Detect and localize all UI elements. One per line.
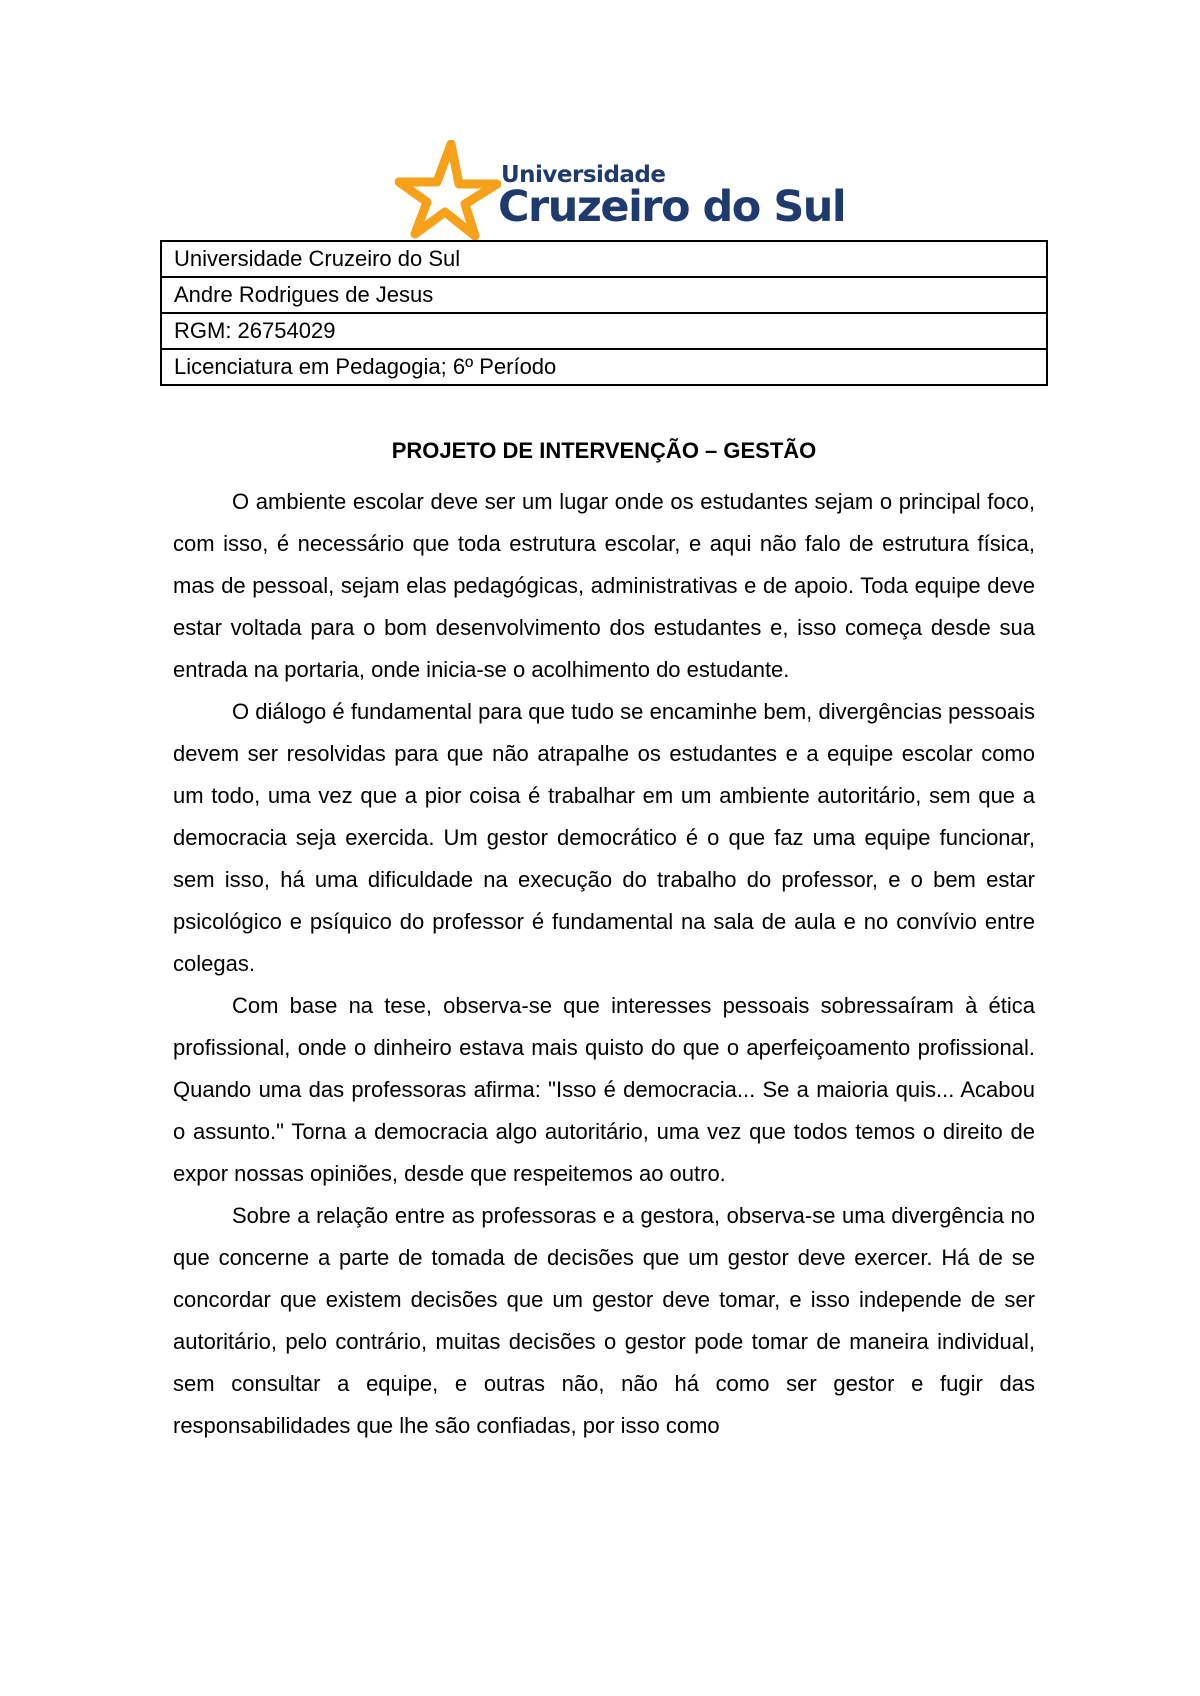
table-row bbox=[161, 241, 1047, 277]
table-row bbox=[161, 349, 1047, 385]
institution-cell: Universidade Cruzeiro do Sul bbox=[161, 241, 1047, 277]
paragraph: O ambiente escolar deve ser um lugar onde os estudantes sejam o principal foco, com isso, é necessário que toda estrutura escolar, e aqui não falo de estrutura física, mas de pessoal, sejam elas pedagógicas, administrativas e de apoio. Toda equipe deve estar voltada para o bom desenvolvimento dos estudantes e, isso começa desde sua entrada na portaria, onde inicia-se o acolhimento do estudante. bbox=[173, 489, 1035, 682]
student-name-cell: Andre Rodrigues de Jesus bbox=[161, 277, 1047, 313]
table-row bbox=[161, 313, 1047, 349]
document-title: PROJETO DE INTERVENÇÃO – GESTÃO bbox=[391, 438, 817, 463]
table-row bbox=[161, 277, 1047, 313]
rgm-cell: RGM: 26754029 bbox=[161, 313, 1047, 349]
paragraph: Com base na tese, observa-se que interesses pessoais sobressaíram à ética profissional, onde o dinheiro estava mais quisto do que o aperfeiçoamento profissional. Quando uma das professoras afirma: "Isso é democracia... Se a maioria quis... Acabou o assunto." Torna a democracia algo autoritário, uma vez que todos temos o direito de expor nossas opiniões, desde que respeitemos ao outro. bbox=[173, 993, 1035, 1186]
document-body bbox=[173, 481, 1035, 1447]
star-icon bbox=[395, 140, 501, 240]
course-cell: Licenciatura em Pedagogia; 6º Período bbox=[161, 349, 1047, 385]
paragraph: O diálogo é fundamental para que tudo se encaminhe bem, divergências pessoais devem ser resolvidas para que não atrapalhe os estudantes e a equipe escolar como um todo, uma vez que a pior coisa é trabalhar em um ambiente autoritário, sem que a democracia seja exercida. Um gestor democrático é o que faz uma equipe funcionar, sem isso, há uma dificuldade na execução do trabalho do professor, e o bem estar psicológico e psíquico do professor é fundamental na sala de aula e no convívio entre colegas. bbox=[173, 699, 1035, 976]
logo-line1: Universidade bbox=[501, 162, 666, 188]
university-logo bbox=[395, 140, 846, 240]
logo-line2: Cruzeiro do Sul bbox=[498, 182, 846, 232]
paragraph: Sobre a relação entre as professoras e a gestora, observa-se uma divergência no que concerne a parte de tomada de decisões que um gestor deve exercer. Há de se concordar que existem decisões que um gestor deve tomar, e isso independe de ser autoritário, pelo contrário, muitas decisões o gestor pode tomar de maneira individual, sem consultar a equipe, e outras não, não há como ser gestor e fugir das responsabilidades que lhe são confiadas, por isso como bbox=[173, 1203, 1035, 1438]
student-info-table bbox=[160, 240, 1048, 386]
